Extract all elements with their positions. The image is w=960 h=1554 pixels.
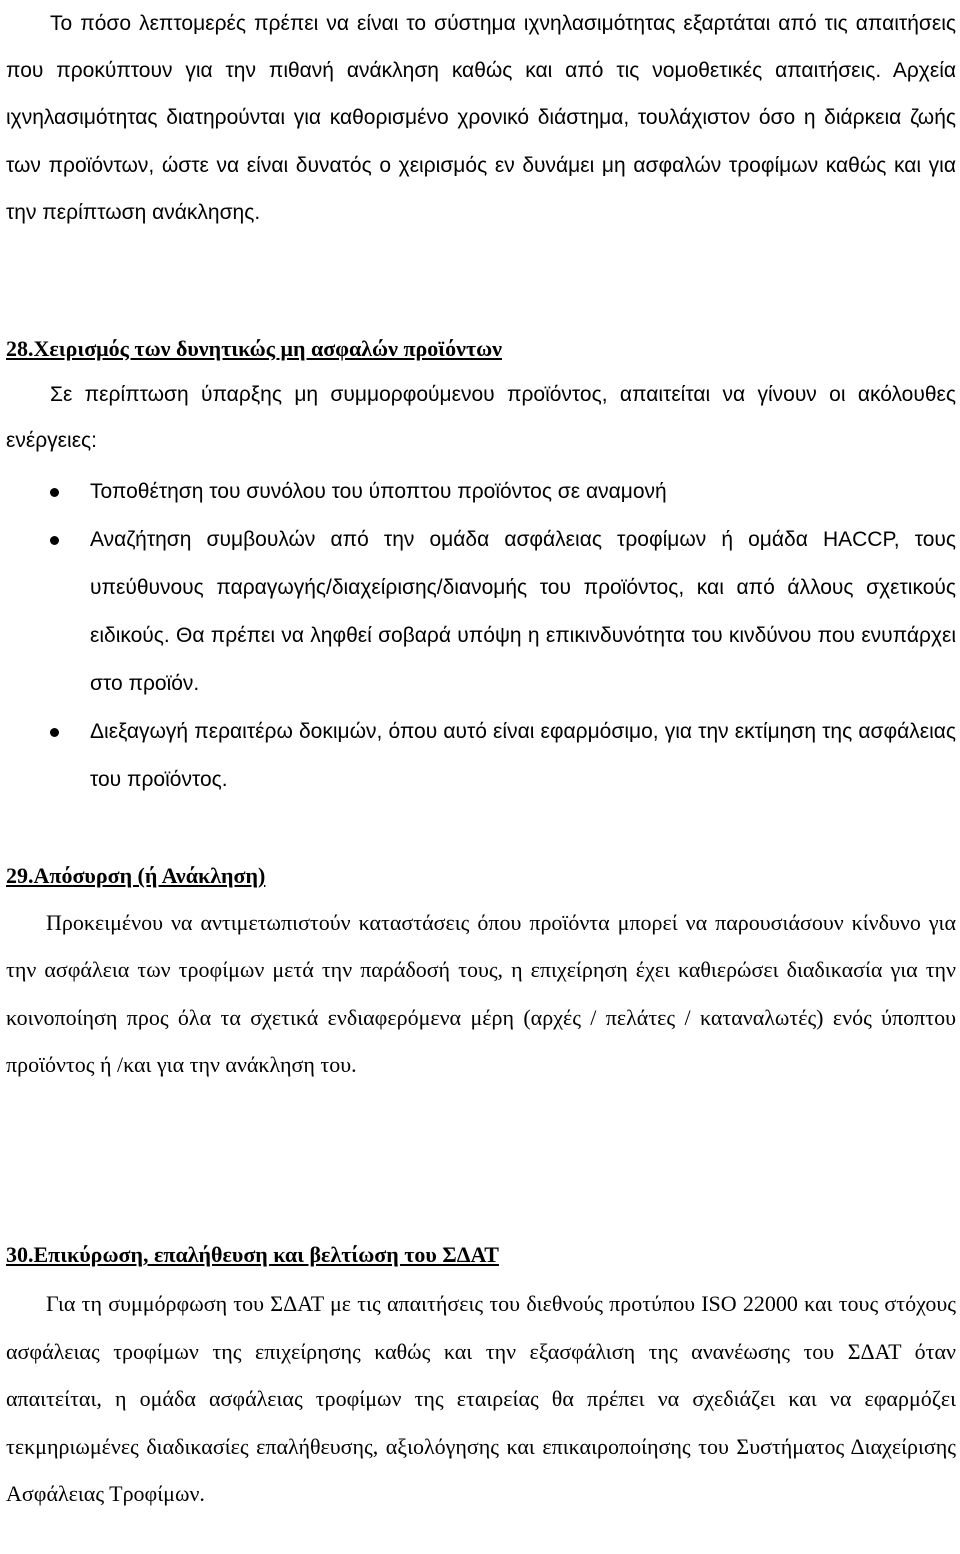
- list-item-text: Διεξαγωγή περαιτέρω δοκιμών, όπου αυτό είναι εφαρμόσιμο, για την εκτίμηση της ασφάλειας του προϊόντος.: [90, 720, 956, 791]
- section-28-bullet-list: [6, 468, 956, 804]
- list-item-text: Αναζήτηση συμβουλών από την ομάδα ασφάλειας τροφίμων ή ομάδα HACCP, τους υπεύθυνους παραγωγής/διαχείρισης/διανομής του προϊόντος, και από άλλους σχετικούς ειδικούς. Θα πρέπει να ληφθεί σοβαρά υπόψη η επικινδυνότητα του κινδύνου που ενυπάρχει στο προϊόν.: [90, 528, 956, 695]
- bullet-icon: [50, 536, 59, 545]
- intro-text: Το πόσο λεπτομερές πρέπει να είναι το σύστημα ιχνηλασιμότητας εξαρτάται από τις απαιτήσεις που προκύπτουν για την πιθανή ανάκληση καθώς και από τις νομοθετικές απαιτήσεις. Αρχεία ιχνηλασιμότητας διατηρούνται για καθορισμένο χρονικό διάστημα, τουλάχιστον όσο η διάρκεια ζωής των προϊόντων, ώστε να είναι δυνατός ο χειρισμός εν δυνάμει μη ασφαλών τροφίμων καθώς και για την περίπτωση ανάκλησης.: [6, 12, 956, 224]
- section-29-paragraph: [6, 899, 956, 1089]
- bullet-icon: [50, 728, 59, 737]
- section-30-text: Για τη συμμόρφωση του ΣΔΑΤ με τις απαιτήσεις του διεθνούς προτύπου ISO 22000 και τους στόχους ασφάλειας τροφίμων της επιχείρησης καθώς και την εξασφάλιση της ανανέωσης του ΣΔΑΤ όταν απαιτείται, η ομάδα ασφάλειας τροφίμων της εταιρείας θα πρέπει να σχεδιάζει και να εφαρμόζει τεκμηριωμένες διαδικασίες επαλήθευσης, αξιολόγησης και επικαιροποίησης του Συστήματος Διαχείρισης Ασφάλειας Τροφίμων.: [6, 1291, 956, 1507]
- intro-paragraph: [6, 0, 956, 236]
- section-28-intro: [6, 372, 956, 464]
- section-28-heading: 28.Χειρισμός των δυνητικώς μη ασφαλών προϊόντων: [6, 336, 502, 361]
- section-28-intro-text: Σε περίπτωση ύπαρξης μη συμμορφούμενου προϊόντος, απαιτείται να γίνουν οι ακόλουθες ενέργειες:: [6, 383, 956, 452]
- section-30-paragraph: [6, 1280, 956, 1518]
- section-29-text: Προκειμένου να αντιμετωπιστούν καταστάσεις όπου προϊόντα μπορεί να παρουσιάσουν κίνδυνο για την ασφάλεια των τροφίμων μετά την παράδοσή τους, η επιχείρηση έχει καθιερώσει διαδικασία για την κοινοποίηση προς όλα τα σχετικά ενδιαφερόμενα μέρη (αρχές / πελάτες / καταναλωτές) ενός ύποπτου προϊόντος ή /και για την ανάκληση του.: [6, 910, 956, 1078]
- section-30-heading: 30.Επικύρωση, επαλήθευση και βελτίωση του ΣΔΑΤ: [6, 1242, 499, 1267]
- section-29-heading: 29.Απόσυρση (ή Ανάκληση): [6, 863, 266, 888]
- list-item: [6, 516, 956, 708]
- bullet-icon: [50, 488, 59, 497]
- list-item-text: Τοποθέτηση του συνόλου του ύποπτου προϊόντος σε αναμονή: [90, 480, 667, 503]
- list-item: [6, 468, 956, 516]
- list-item: [6, 708, 956, 804]
